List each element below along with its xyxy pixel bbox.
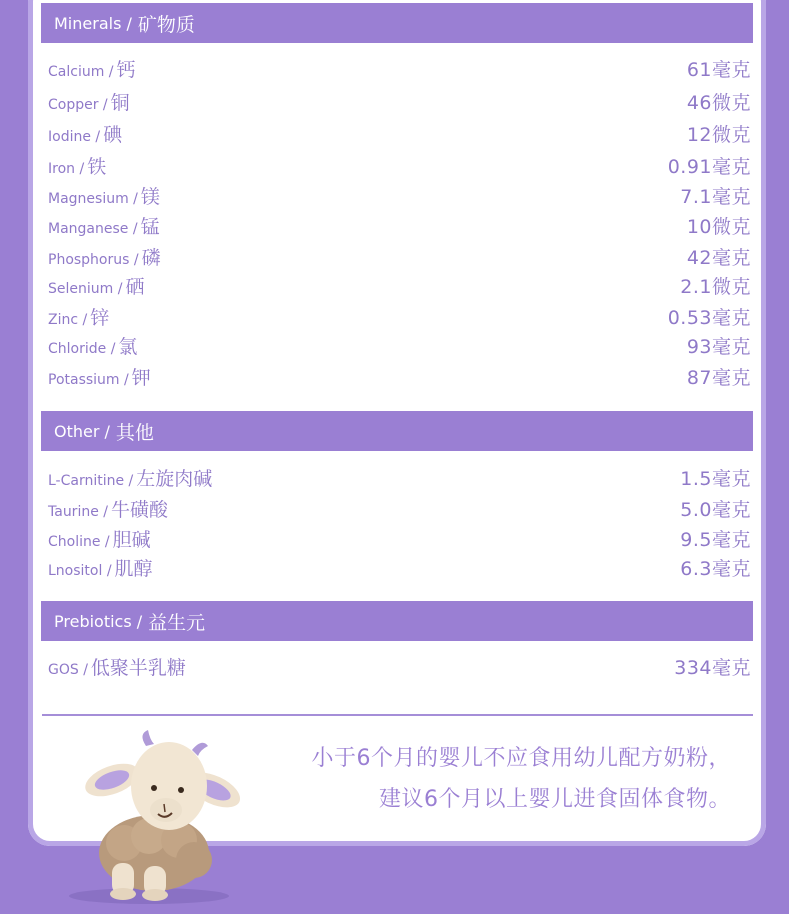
nutrient-name-en: Taurine / xyxy=(48,503,108,520)
nutrient-value: 61毫克 xyxy=(686,58,751,81)
nutrient-row-gos xyxy=(48,651,751,681)
nutrient-row-zinc xyxy=(48,301,751,331)
nutrient-name-cn: 碘 xyxy=(103,123,123,146)
nutrient-name-cn: 锌 xyxy=(90,306,110,329)
nutrient-name-en: Iodine / xyxy=(48,128,101,145)
nutrient-name-cn: 铜 xyxy=(110,91,130,114)
nutrient-row-manganese xyxy=(48,210,751,240)
nutrient-name-en: Calcium / xyxy=(48,63,114,80)
nutrient-name-en: Iron / xyxy=(48,160,85,177)
nutrient-name-en: Zinc / xyxy=(48,311,88,328)
nutrient-value: 5.0毫克 xyxy=(680,498,751,521)
nutrient-name-en: Lnositol / xyxy=(48,562,112,579)
nutrient-name-cn: 钾 xyxy=(131,366,151,389)
nutrient-name-cn: 镁 xyxy=(140,185,160,208)
nutrient-row-phosphorus xyxy=(48,241,751,271)
notice-line-1: 小于6个月的婴儿不应食用幼儿配方奶粉， xyxy=(311,746,731,771)
nutrient-row-taurine xyxy=(48,493,751,523)
nutrient-name-en: Manganese / xyxy=(48,220,138,237)
nutrient-name-cn: 磷 xyxy=(141,246,161,269)
nutrient-value: 12微克 xyxy=(686,123,751,146)
nutrient-value: 0.53毫克 xyxy=(667,306,751,329)
nutrient-value: 1.5毫克 xyxy=(680,467,751,490)
goat-mascot-icon xyxy=(54,728,254,908)
nutrient-value: 2.1微克 xyxy=(680,275,751,298)
nutrient-value: 87毫克 xyxy=(686,366,751,389)
nutrient-name-cn: 低聚半乳糖 xyxy=(90,656,186,679)
nutrient-row-chloride xyxy=(48,330,751,360)
nutrient-row-iodine xyxy=(48,118,751,148)
nutrient-name-cn: 钙 xyxy=(116,58,136,81)
nutrient-row-magnesium xyxy=(48,180,751,210)
nutrient-name-cn: 铁 xyxy=(87,155,107,178)
nutrient-row-potassium xyxy=(48,361,751,391)
nutrient-name-cn: 胆碱 xyxy=(112,528,151,551)
nutrient-name-cn: 氯 xyxy=(118,335,138,358)
nutrient-value: 6.3毫克 xyxy=(680,557,751,580)
nutrient-name-en: Selenium / xyxy=(48,280,123,297)
prebiotics-section-header xyxy=(41,601,753,641)
nutrient-row-choline xyxy=(48,523,751,553)
nutrient-row-copper xyxy=(48,86,751,116)
other-header-en: Other / xyxy=(54,421,110,441)
nutrient-row-iron xyxy=(48,150,751,180)
nutrient-name-en: Chloride / xyxy=(48,340,116,357)
minerals-header-en: Minerals / xyxy=(54,13,132,33)
notice-line-2: 建议6个月以上婴儿进食固体食物。 xyxy=(379,787,731,812)
minerals-header-cn: 矿物质 xyxy=(137,13,195,36)
nutrient-value: 42毫克 xyxy=(686,246,751,269)
other-header-cn: 其他 xyxy=(115,421,154,444)
nutrient-row-inositol xyxy=(48,552,751,582)
nutrient-name-cn: 左旋肉碱 xyxy=(136,467,213,490)
nutrient-value: 10微克 xyxy=(686,215,751,238)
nutrient-value: 9.5毫克 xyxy=(680,528,751,551)
nutrient-name-en: Phosphorus / xyxy=(48,251,139,268)
nutrient-name-cn: 肌醇 xyxy=(114,557,153,580)
nutrient-value: 46微克 xyxy=(686,91,751,114)
nutrient-row-calcium xyxy=(48,53,751,83)
prebiotics-header-cn: 益生元 xyxy=(148,611,206,634)
nutrient-value: 334毫克 xyxy=(674,656,751,679)
nutrient-value: 0.91毫克 xyxy=(667,155,751,178)
minerals-section-header xyxy=(41,3,753,43)
section-divider xyxy=(42,714,753,716)
nutrient-name-en: Copper / xyxy=(48,96,108,113)
nutrient-name-en: L-Carnitine / xyxy=(48,472,134,489)
nutrient-value: 7.1毫克 xyxy=(680,185,751,208)
nutrient-row-selenium xyxy=(48,270,751,300)
prebiotics-header-en: Prebiotics / xyxy=(54,611,143,631)
nutrient-name-en: Magnesium / xyxy=(48,190,138,207)
nutrient-name-cn: 硒 xyxy=(125,275,145,298)
nutrient-value: 93毫克 xyxy=(686,335,751,358)
other-section-header xyxy=(41,411,753,451)
nutrient-name-en: Choline / xyxy=(48,533,110,550)
nutrient-name-en: Potassium / xyxy=(48,371,129,388)
nutrient-name-en: GOS / xyxy=(48,661,88,678)
nutrient-name-cn: 牛磺酸 xyxy=(111,498,169,521)
nutrient-name-cn: 锰 xyxy=(140,215,160,238)
nutrient-row-l-carnitine xyxy=(48,462,751,492)
